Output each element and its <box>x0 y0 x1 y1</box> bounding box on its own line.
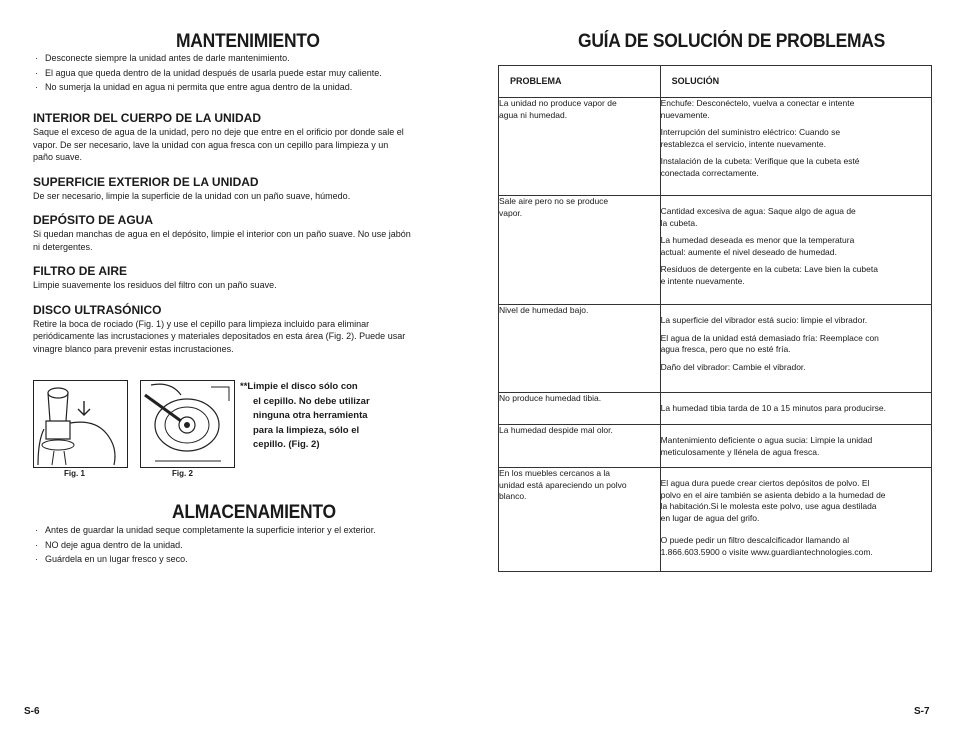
section-heading: FILTRO DE AIRE <box>33 264 127 278</box>
problem-cell <box>499 393 661 425</box>
solution-line: meticulosamente y llénela de agua fresca. <box>660 446 820 457</box>
column-header-problem: PROBLEMA <box>499 66 661 98</box>
solution-line: en lugar de agua del grifo. <box>660 512 760 523</box>
troubleshooting-title: GUÍA DE SOLUCIÓN DE PROBLEMAS <box>578 31 885 52</box>
solution-item <box>661 362 931 374</box>
solution-line: Interrupción del suministro eléctrico: Cuando se <box>660 127 841 137</box>
troubleshooting-table <box>498 65 932 572</box>
problem-cell <box>499 468 661 572</box>
solution-line: Residuos de detergente en la cubeta: Lave bien la cubeta <box>660 264 878 274</box>
solution-item <box>661 235 931 258</box>
solution-line: restablezca el servicio, intente nuevamente. <box>660 138 826 149</box>
section-line: Saque el exceso de agua de la unidad, pero no deje que entre en el orificio por donde sale el <box>33 127 404 137</box>
solution-line: actual: aumente el nivel deseado de humedad. <box>660 246 837 257</box>
table-row <box>499 98 932 196</box>
table-row <box>499 196 932 305</box>
section-tank <box>33 213 463 253</box>
solution-cell <box>660 305 931 393</box>
section-disc <box>33 303 463 356</box>
solution-cell <box>660 98 931 196</box>
figure-1-image <box>33 380 128 468</box>
solution-cell <box>660 425 931 468</box>
solution-line: El agua dura puede crear ciertos depósitos de polvo. El <box>660 478 870 488</box>
storage-bullets <box>33 523 453 567</box>
figure-2-image <box>140 380 235 468</box>
solution-line: la cubeta. <box>660 217 698 228</box>
section-heading: DEPÓSITO DE AGUA <box>33 213 154 227</box>
page-number-right: S-7 <box>914 706 930 717</box>
section-line: paño suave. <box>33 152 83 162</box>
table-row <box>499 305 932 393</box>
solution-line: Mantenimiento deficiente o agua sucia: Limpie la unidad <box>660 435 873 445</box>
note-line: cepillo. (Fig. 2) <box>253 439 320 450</box>
solution-line: La superficie del vibrador está sucio: limpie el vibrador. <box>660 315 868 325</box>
maintenance-title: MANTENIMIENTO <box>176 31 320 52</box>
solution-line: nuevamente. <box>660 109 710 120</box>
list-item: · NO deje agua dentro de la unidad. <box>33 538 453 553</box>
column-header-solution: SOLUCIÓN <box>660 66 931 98</box>
solution-cell <box>660 196 931 305</box>
solution-line: la habitación.Si le molesta este polvo, use agua destilada <box>660 501 877 511</box>
list-item: · Antes de guardar la unidad seque completamente la superficie interior y el exterior. <box>33 523 453 538</box>
solution-item <box>661 156 931 179</box>
solution-line: La humedad tibia tarda de 10 a 15 minutos para producirse. <box>660 403 886 413</box>
problem-line: La unidad no produce vapor de <box>499 98 617 108</box>
problem-line: En los muebles cercanos a la <box>499 468 611 478</box>
solution-line: agua fresca, pero que no esté fría. <box>660 344 791 354</box>
section-line: ni detergentes. <box>33 241 93 252</box>
solution-line: La humedad deseada es menor que la temperatura <box>660 235 855 245</box>
problem-cell <box>499 98 661 196</box>
solution-cell <box>660 393 931 425</box>
problem-line: vapor. <box>499 207 523 218</box>
table-row <box>499 393 932 425</box>
section-exterior <box>33 175 463 203</box>
problem-cell <box>499 196 661 305</box>
solution-line: Enchufe: Desconéctelo, vuelva a conectar e intente <box>660 98 855 108</box>
solution-line: O puede pedir un filtro descalcificador llamando al <box>660 535 850 545</box>
solution-line: e intente nuevamente. <box>660 275 745 286</box>
solution-cell <box>660 468 931 572</box>
solution-spacer <box>661 524 931 535</box>
page-number-left: S-6 <box>24 706 40 717</box>
solution-line: 1.866.603.5900 o visite www.guardiantechnologies.com. <box>660 546 873 557</box>
solution-item <box>661 98 931 121</box>
section-line: periódicamente las incrustaciones y materiales depositados en esta área (Fig. 2). Puede usar <box>33 331 406 341</box>
solution-line: Instalación de la cubeta: Verifique que la cubeta esté <box>660 156 860 166</box>
problem-line: blanco. <box>499 491 527 501</box>
table-row <box>499 425 932 468</box>
note-line: para la limpieza, sólo el <box>253 424 360 436</box>
section-line: vapor. De ser necesario, lave la unidad con agua fresca con un cepillo para limpieza y un <box>33 139 389 150</box>
maintenance-bullets <box>33 51 453 95</box>
list-item: · El agua que queda dentro de la unidad después de usarla puede estar muy caliente. <box>33 66 453 81</box>
section-line: Retire la boca de rociado (Fig. 1) y use el cepillo para limpieza incluido para eliminar <box>33 318 370 329</box>
solution-line: Daño del vibrador: Cambie el vibrador. <box>660 361 806 372</box>
note-line: ninguna otra herramienta <box>253 410 368 421</box>
problem-line: unidad está apareciendo un polvo <box>499 479 627 490</box>
section-filter <box>33 264 463 292</box>
table-header-row <box>499 66 932 98</box>
problem-line: La humedad despide mal olor. <box>499 425 613 435</box>
table-row <box>499 468 932 572</box>
solution-line: El agua de la unidad está demasiado fría: Reemplace con <box>660 332 879 343</box>
section-heading: SUPERFICIE EXTERIOR DE LA UNIDAD <box>33 174 259 189</box>
problem-line: No produce humedad tibia. <box>499 393 602 403</box>
problem-cell <box>499 305 661 393</box>
figure-1-caption: Fig. 1 <box>64 469 85 478</box>
disc-cleaning-note <box>240 380 410 453</box>
solution-line: polvo en el aire también se asienta debido a la humedad de <box>660 489 886 500</box>
section-heading: INTERIOR DEL CUERPO DE LA UNIDAD <box>33 111 262 125</box>
problem-line: Nivel de humedad bajo. <box>499 305 589 315</box>
maintenance-sections <box>33 111 463 355</box>
section-line: Si quedan manchas de agua en el depósito, limpie el interior con un paño suave. No use jabón <box>33 229 411 239</box>
solution-item <box>661 264 931 287</box>
problem-line: Sale aire pero no se produce <box>499 196 609 206</box>
section-line: De ser necesario, limpie la superficie de la unidad con un paño suave, húmedo. <box>33 190 351 201</box>
section-heading: DISCO ULTRASÓNICO <box>33 302 162 317</box>
problem-cell <box>499 425 661 468</box>
list-item: · No sumerja la unidad en agua ni permita que entre agua dentro de la unidad. <box>33 80 453 95</box>
note-line: el cepillo. No debe utilizar <box>253 395 370 407</box>
note-line: **Limpie el disco sólo con <box>240 381 358 392</box>
problem-line: agua ni humedad. <box>499 109 568 120</box>
solution-item <box>661 206 931 229</box>
section-line: Limpie suavemente los residuos del filtro con un paño suave. <box>33 280 277 290</box>
list-item: · Desconecte siempre la unidad antes de darle mantenimiento. <box>33 51 453 66</box>
storage-title: ALMACENAMIENTO <box>172 502 336 523</box>
solution-line: Cantidad excesiva de agua: Saque algo de agua de <box>660 206 856 216</box>
list-item: · Guárdela en un lugar fresco y seco. <box>33 552 453 567</box>
solution-line: conectada correctamente. <box>660 167 759 178</box>
solution-item <box>661 127 931 150</box>
solution-item <box>661 315 931 327</box>
disc-cleaning-illustration <box>141 381 234 467</box>
spray-nozzle-illustration <box>34 381 127 467</box>
section-line: vinagre blanco para prevenir estas incrustaciones. <box>33 343 234 354</box>
section-interior <box>33 111 463 164</box>
solution-item <box>661 333 931 356</box>
figure-2-caption: Fig. 2 <box>172 469 193 478</box>
